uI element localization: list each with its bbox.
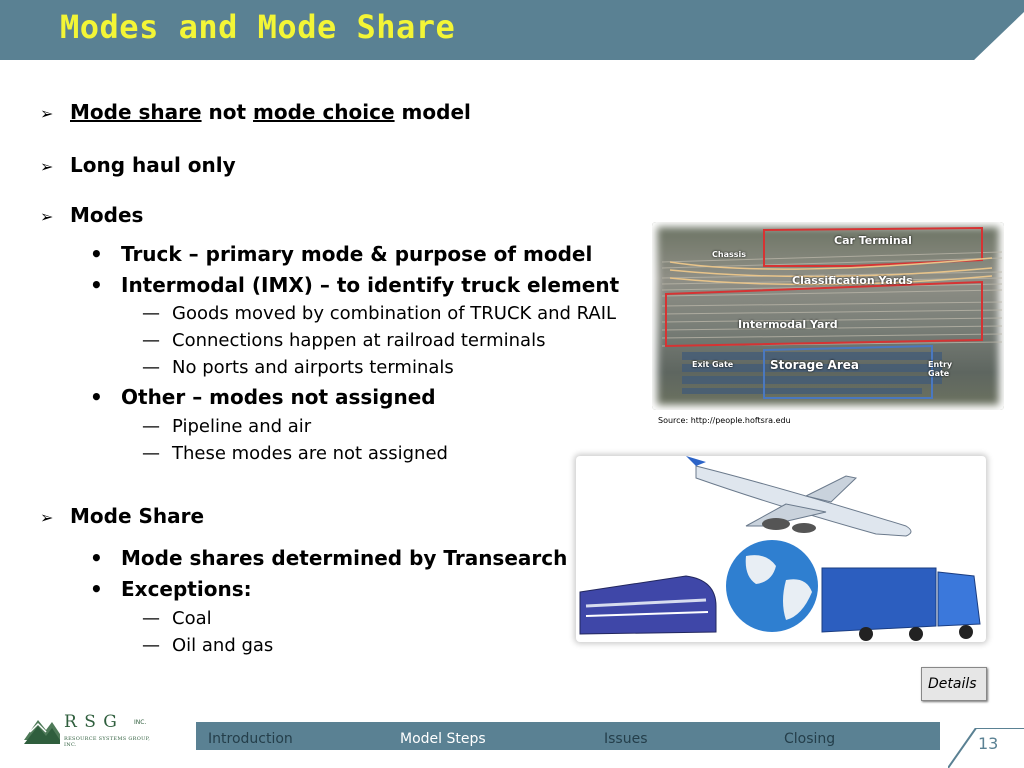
detail-no-ports bbox=[142, 357, 454, 378]
classification-yards-label: Classification Yards bbox=[792, 274, 913, 287]
transport-modes-image bbox=[576, 456, 986, 642]
bullet-text: Mode Share bbox=[70, 504, 205, 528]
detail-not-assigned bbox=[142, 443, 448, 464]
dash-bullet-icon: — bbox=[142, 330, 160, 351]
intermodal-yard-label: Intermodal Yard bbox=[738, 318, 838, 331]
section-nav-bar bbox=[196, 722, 940, 750]
detail-oil-gas bbox=[142, 635, 273, 656]
airplane-icon bbox=[686, 456, 911, 536]
detail-connections bbox=[142, 330, 545, 351]
logo-inc: INC. bbox=[134, 719, 147, 726]
sub-bullet-intermodal bbox=[90, 273, 619, 297]
sub-bullet-text: Intermodal (IMX) – to identify truck element bbox=[121, 273, 620, 297]
exit-gate-label: Exit Gate bbox=[692, 360, 734, 369]
sub-bullet-text: Exceptions: bbox=[121, 577, 252, 601]
bullet-text: not bbox=[201, 100, 254, 124]
bullet-text: model bbox=[394, 100, 471, 124]
logo-letters: R S G bbox=[64, 712, 118, 732]
sub-bullet-text: Other – modes not assigned bbox=[121, 385, 436, 409]
nav-introduction[interactable]: Introduction bbox=[208, 731, 293, 747]
chassis-label: Chassis bbox=[712, 250, 746, 259]
mountain-logo-icon bbox=[24, 710, 60, 746]
dash-bullet-icon: — bbox=[142, 608, 160, 629]
sub-bullet-transearch bbox=[90, 546, 567, 570]
dash-bullet-icon: — bbox=[142, 416, 160, 437]
dash-bullet-icon: — bbox=[142, 635, 160, 656]
bullet-mode-share-not-choice bbox=[40, 100, 471, 124]
rail-yard-aerial-image bbox=[652, 222, 1004, 410]
sub-bullet-text: Mode shares determined by Transearch bbox=[121, 546, 568, 570]
mode-choice-term: mode choice bbox=[253, 100, 395, 124]
detail-goods-moved bbox=[142, 303, 616, 324]
globe-icon bbox=[726, 540, 818, 632]
detail-text: Coal bbox=[172, 608, 212, 629]
image-source-caption: Source: http://people.hoftsra.edu bbox=[658, 416, 791, 425]
mode-share-term: Mode share bbox=[70, 100, 202, 124]
car-terminal-label: Car Terminal bbox=[834, 234, 912, 247]
bullet-long-haul bbox=[40, 153, 236, 177]
arrow-bullet-icon: ➢ bbox=[40, 508, 54, 527]
detail-text: Connections happen at railroad terminals bbox=[172, 330, 546, 351]
sub-bullet-other bbox=[90, 385, 436, 409]
storage-area-label: Storage Area bbox=[770, 358, 859, 372]
page-number: 13 bbox=[978, 734, 999, 753]
bullet-modes bbox=[40, 203, 143, 227]
slide-title: Modes and Mode Share bbox=[60, 8, 456, 46]
detail-text: These modes are not assigned bbox=[172, 443, 448, 464]
detail-text: Pipeline and air bbox=[172, 416, 312, 437]
train-icon bbox=[580, 576, 716, 634]
dot-bullet-icon: • bbox=[90, 577, 103, 601]
dot-bullet-icon: • bbox=[90, 385, 103, 409]
truck-icon bbox=[822, 568, 980, 641]
entry-gate-label: Entry Gate bbox=[928, 360, 953, 378]
logo-subtitle: RESOURCE SYSTEMS GROUP, INC. bbox=[64, 736, 151, 748]
sub-bullet-truck bbox=[90, 242, 592, 266]
dash-bullet-icon: — bbox=[142, 303, 160, 324]
rsg-logo bbox=[24, 708, 164, 748]
details-button-label: Details bbox=[928, 676, 977, 692]
rail-yard-drawing bbox=[652, 222, 1004, 410]
details-button[interactable] bbox=[921, 667, 987, 701]
nav-model-steps[interactable]: Model Steps bbox=[400, 731, 486, 747]
detail-text: No ports and airports terminals bbox=[172, 357, 454, 378]
dot-bullet-icon: • bbox=[90, 546, 103, 570]
arrow-bullet-icon: ➢ bbox=[40, 104, 54, 123]
dash-bullet-icon: — bbox=[142, 443, 160, 464]
dot-bullet-icon: • bbox=[90, 273, 103, 297]
detail-text: Goods moved by combination of TRUCK and RAIL bbox=[172, 303, 617, 324]
sub-bullet-text: Truck – primary mode & purpose of model bbox=[121, 242, 593, 266]
sub-bullet-exceptions bbox=[90, 577, 252, 601]
bullet-text: Modes bbox=[70, 203, 144, 227]
arrow-bullet-icon: ➢ bbox=[40, 207, 54, 226]
nav-issues[interactable]: Issues bbox=[604, 731, 648, 747]
dot-bullet-icon: • bbox=[90, 242, 103, 266]
detail-text: Oil and gas bbox=[172, 635, 274, 656]
transport-modes-drawing bbox=[576, 456, 986, 642]
detail-pipeline-air bbox=[142, 416, 311, 437]
dash-bullet-icon: — bbox=[142, 357, 160, 378]
nav-closing[interactable]: Closing bbox=[784, 731, 836, 747]
detail-coal bbox=[142, 608, 212, 629]
arrow-bullet-icon: ➢ bbox=[40, 157, 54, 176]
bullet-text: Long haul only bbox=[70, 153, 236, 177]
bullet-mode-share bbox=[40, 504, 204, 528]
